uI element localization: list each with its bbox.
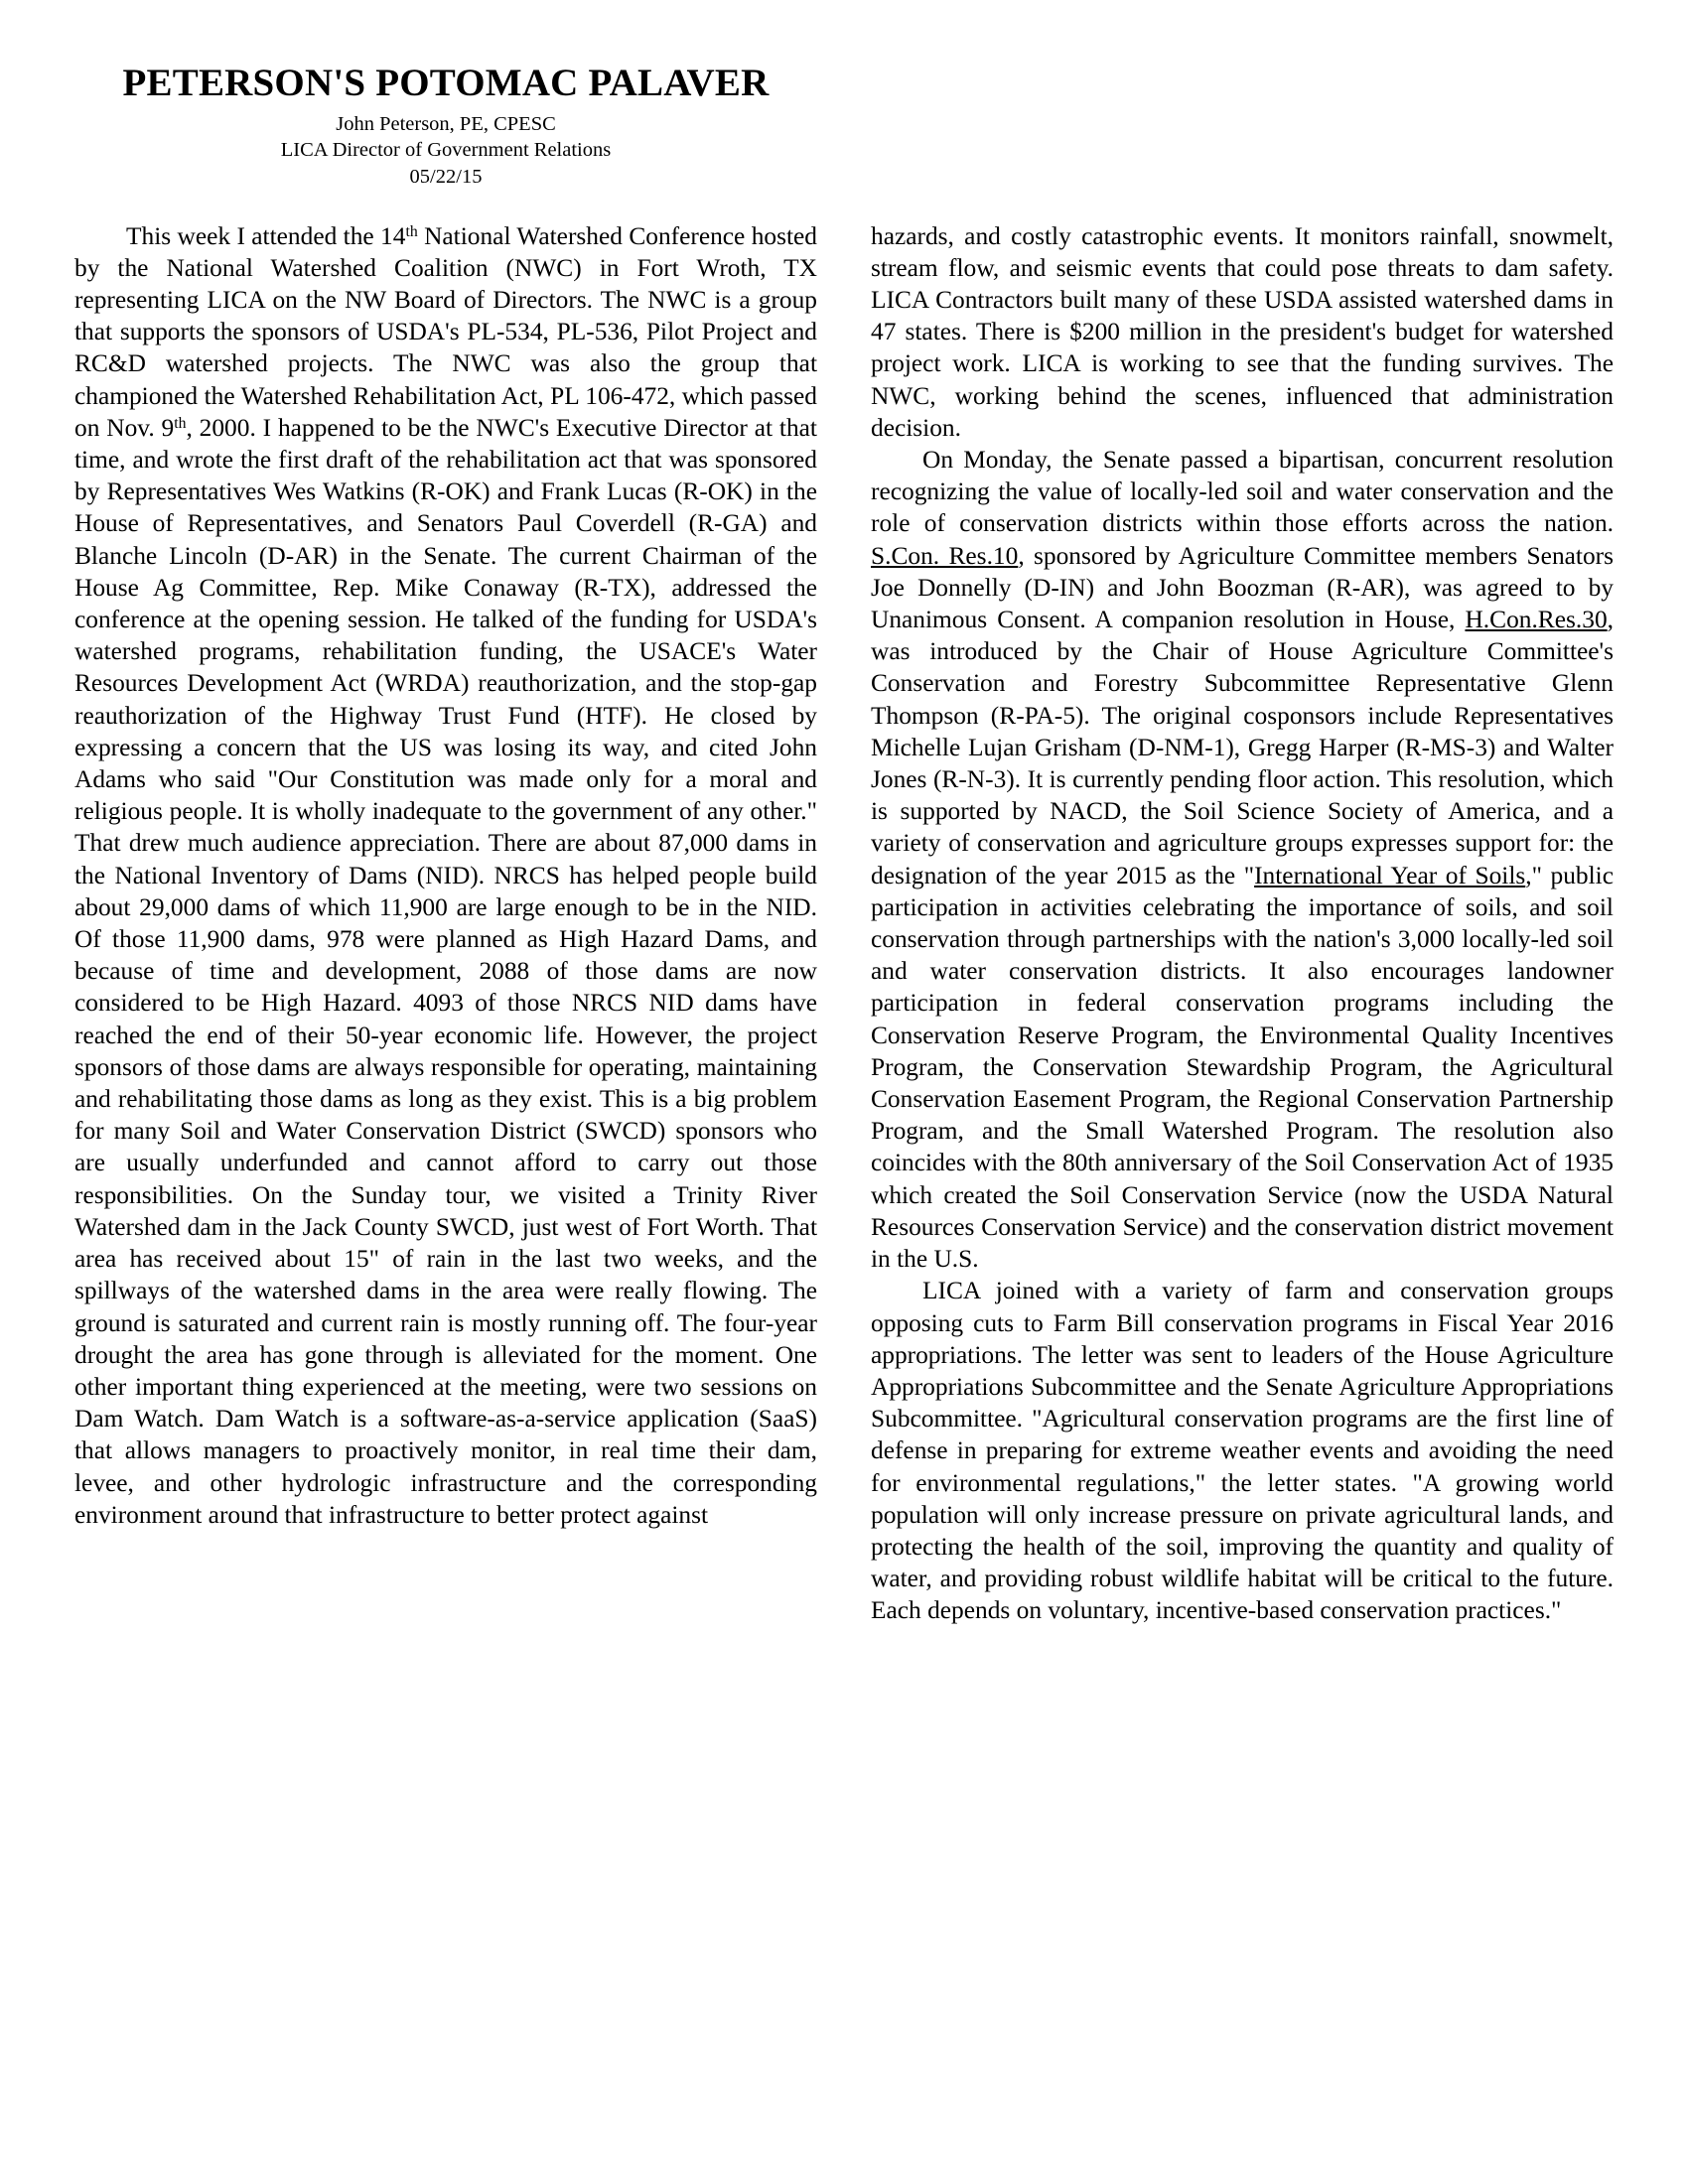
paragraph-right-2-text-a: On Monday, the Senate passed a bipartisan, concurrent resolution recognizing the value of locally-led soil and water conservation and the role of conservation districts within those efforts across the nation. [871, 446, 1614, 538]
column-right [871, 220, 1614, 1627]
ordinal-suffix-9th: th [174, 414, 187, 432]
byline-role: LICA Director of Government Relations [280, 139, 612, 162]
column-left [74, 220, 817, 1531]
byline-author: John Peterson, PE, CPESC [336, 112, 556, 135]
link-s-con-res-10[interactable]: S.Con. Res.10 [871, 541, 1019, 570]
paragraph-right-2-text-d: ," public participation in activities celebrating the importance of soils, and soil conservation through partnerships with the nation's 3,000 locally-led soil and water conservation districts. It also encourages landowner participation in federal conservation programs including the Conservation Reserve Program, the Environmental Quality Incentives Program, the Conservation Stewardship Program, the Agricultural Conservation Easement Program, the Regional Conservation Partnership Program, and the Small Watershed Program. The resolution also coincides with the 80th anniversary of the Soil Conservation Act of 1935 which created the Soil Conservation Service (now the USDA Natural Resources Conservation Service) and the conservation district movement in the U.S. [871, 861, 1614, 1274]
page-title: PETERSON'S POTOMAC PALAVER [122, 62, 770, 104]
paragraph-left-1-text-c: , 2000. I happened to be the NWC's Executive Director at that time, and wrote the first draft of the rehabilitation act that was sponsored by Representatives Wes Watkins (R-OK) and Frank Lucas (R-OK) in the House of Representatives, and Senators Paul Coverdell (R-GA) and Blanche Lincoln (D-AR) in the Senate. The current Chairman of the House Ag Committee, Rep. Mike Conaway (R-TX), addressed the conference at the opening session. He talked of the funding for USDA's watershed programs, rehabilitation funding, the USACE's Water Resources Development Act (WRDA) reauthorization, and the stop-gap reauthorization of the Highway Trust Fund (HTF). He closed by expressing a concern that the US was losing its way, and cited John Adams who said "Our Constitution was made only for a moral and religious people. It is wholly inadequate to the government of any other." That drew much audience appreciation. There are about 87,000 dams in the National Inventory of Dams (NID). NRCS has helped people build about 29,000 dams of which 11,900 are large enough to be in the NID. Of those 11,900 dams, 978 were planned as High Hazard Dams, and because of time and development, 2088 of those dams are now considered to be High Hazard. 4093 of those NRCS NID dams have reached the end of their 50-year economic life. However, the project sponsors of those dams are always responsible for operating, maintaining and rehabilitating those dams as long as they exist. This is a big problem for many Soil and Water Conservation District (SWCD) sponsors who are usually underfunded and cannot afford to carry out those responsibilities. On the Sunday tour, we visited a Trinity River Watershed dam in the Jack County SWCD, just west of Fort Worth. That area has received about 15" of rain in the last two weeks, and the spillways of the watershed dams in the area were really flowing. The ground is saturated and current rain is mostly running off. The four-year drought the area has gone through is alleviated for the moment. One other important thing experienced at the meeting, were two sessions on Dam Watch. Dam Watch is a software-as-a-service application (SaaS) that allows managers to proactively monitor, in real time their dam, levee, and other hydrologic infrastructure and the corresponding environment around that infrastructure to better protect against [74, 413, 817, 1529]
paragraph-right-1: hazards, and costly catastrophic events. It monitors rainfall, snowmelt, stream flow, and seismic events that could pose threats to dam safety. LICA Contractors built many of these USDA assisted watershed dams in 47 states. There is $200 million in the president's budget for watershed project work. LICA is working to see that the funding survives. The NWC, working behind the scenes, influenced that administration decision. [871, 221, 1614, 442]
paragraph-right-3: LICA joined with a variety of farm and conservation groups opposing cuts to Farm Bill conservation programs in Fiscal Year 2016 appropriations. The letter was sent to leaders of the House Agriculture Appropriations Subcommittee and the Senate Agriculture Appropriations Subcommittee. "Agricultural conservation programs are the first line of defense in preparing for extreme weather events and avoiding the need for environmental regulations," the letter states. "A growing world population will only increase pressure on private agricultural lands, and protecting the health of the soil, improving the quantity and quality of water, and providing robust wildlife habitat will be critical to the future. Each depends on voluntary, incentive-based conservation practices." [871, 1277, 1614, 1625]
link-h-con-res-30[interactable]: H.Con.Res.30 [1465, 606, 1608, 634]
ordinal-suffix-14th: th [405, 222, 418, 240]
link-international-year-of-soils[interactable]: International Year of Soils [1254, 861, 1526, 889]
paragraph-left-1-text-b: National Watershed Conference hosted by the National Watershed Coalition (NWC) in Fort Wroth, TX representing LICA on the NW Board of Directors. The NWC is a group that supports the sponsors of USDA's PL-534, PL-536, Pilot Project and RC&D watershed projects. The NWC was also the group that championed the Watershed Rehabilitation Act, PL 106-472, which passed on Nov. 9 [74, 221, 817, 442]
paragraph-right-2 [871, 444, 1614, 1275]
paragraph-left-1-text-a: This week I attended the 14 [126, 221, 406, 250]
paragraph-right-2-text-c: , was introduced by the Chair of House Agriculture Committee's Conservation and Forestry Subcommittee Representative Glenn Thompson (R-PA-5). The original cosponsors include Representatives Michelle Lujan Grisham (D-NM-1), Gregg Harper (R-MS-3) and Walter Jones (R-N-3). It is currently pending floor action. This resolution, which is supported by NACD, the Soil Science Society of America, and a variety of conservation and agriculture groups expresses support for: the designation of the year 2015 as the " [871, 606, 1614, 889]
paragraph-left-1 [74, 220, 817, 1531]
masthead [74, 62, 817, 191]
article-columns [74, 220, 1614, 1627]
byline-date: 05/22/15 [409, 165, 483, 188]
paragraph-right-2-text-b: , sponsored by Agriculture Committee members Senators Joe Donnelly (D-IN) and John Boozman (R-AR), was agreed to by Unanimous Consent. A companion resolution in House, [871, 541, 1614, 634]
